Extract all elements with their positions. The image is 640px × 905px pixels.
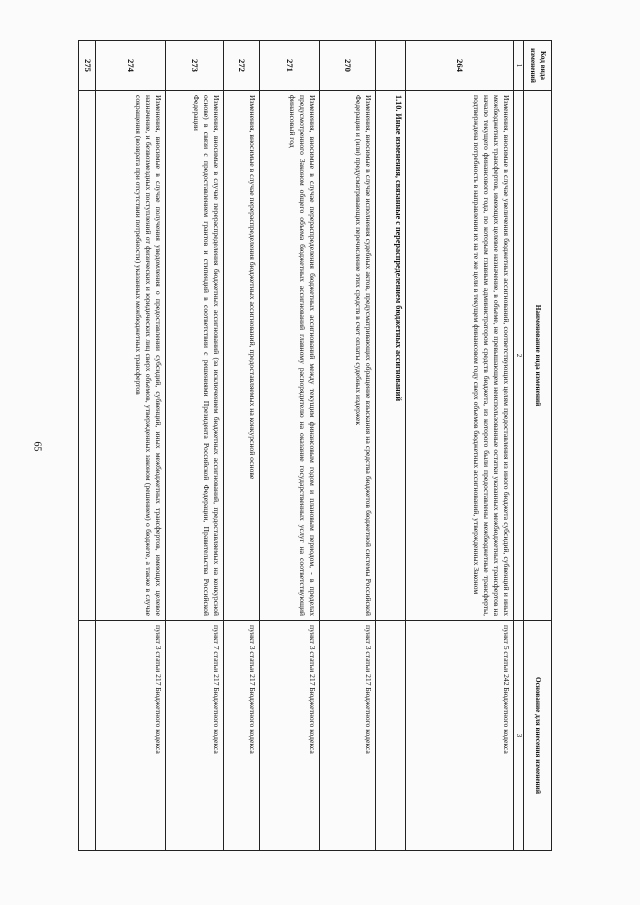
row-code: 272 xyxy=(223,41,259,91)
table-row xyxy=(165,41,223,851)
row-name: Изменения, вносимые в случае перераспределения бюджетных ассигнований, предоставляемых на конкурсной основе xyxy=(223,91,259,621)
row-basis: пункт 3 статьи 217 Бюджетного кодекса xyxy=(259,621,319,851)
row-name: Изменения, вносимые в случае увеличения бюджетных ассигнований, соответствующих целям предоставления из иного бюджета субсидий, субвенций и иных межбюджетных трансфертов, имеющих целевое назначение, в объеме, не превышающем неиспользованные остатки указанных межбюджетных трансфертов на начало текущего финансового года, по которым главным администратором средств бюджета, из которого были предоставлены межбюджетные трансферты, подтверждена потребность в направлении их на те же цели в текущем финансовом году сверх объемов бюджетных ассигнований, утвержденных Законом xyxy=(405,91,513,621)
row-basis xyxy=(375,621,405,851)
row-name: Изменения, вносимые в случае перераспределения бюджетных ассигнований (за исключением бюджетных ассигнований, предоставляемых на конкурсной основе) в связи с предоставлением грантов и стипендий в соответствии с решениями Президента Российской Федерации, Правительства Российской Федерации xyxy=(165,91,223,621)
row-basis: пункт 3 статьи 217 Бюджетного кодекса xyxy=(319,621,375,851)
column-number-row xyxy=(513,41,523,851)
table-row xyxy=(95,41,165,851)
row-basis: пункт 7 статьи 217 Бюджетного кодекса xyxy=(165,621,223,851)
row-name: Изменения, вносимые в случае исполнения судебных актов, предусматривающих обращение взыскания на средства бюджетов бюджетной системы Российской Федерации и (или) предусматривающих перечисление этих средств в счет оплаты судебных издержек xyxy=(319,91,375,621)
row-code: 275 xyxy=(79,41,95,91)
table-row xyxy=(223,41,259,851)
header-basis: Основание для внесения изменений xyxy=(524,621,552,851)
row-code: 264 xyxy=(405,41,513,91)
rotated-page-content xyxy=(84,40,552,850)
page-number: 65 xyxy=(31,441,43,452)
row-basis: пункт 5 статьи 242 Бюджетного кодекса xyxy=(405,621,513,851)
header-name: Наименование вида изменений xyxy=(524,91,552,621)
table-row xyxy=(259,41,319,851)
row-code: 274 xyxy=(95,41,165,91)
row-name: Изменения, вносимые в случае перераспределения бюджетных ассигнований между текущим финансовым годом и плановым периодом, - в пределах предусмотренного Законом общего объема бюджетных ассигнований главному распорядителю на оказание государственных услуг на соответствующий финансовый год xyxy=(259,91,319,621)
row-name: Изменения, вносимые в случае получения уведомления о предоставлении субсидий, субвенций, иных межбюджетных трансфертов, имеющих целевое назначение, и безвозмездных поступлений от физических и юридических лиц сверх объемов, утвержденных законом (решением) о бюджете, а также в случае сокращения (возврата при отсутствии потребности) указанных межбюджетных трансфертов xyxy=(95,91,165,621)
table-header-row xyxy=(524,41,552,851)
header-code: Код вида изменений xyxy=(524,41,552,91)
table-row xyxy=(319,41,375,851)
section-row xyxy=(375,41,405,851)
row-code xyxy=(375,41,405,91)
row-basis xyxy=(79,621,95,851)
column-number: 2 xyxy=(513,91,523,621)
column-number: 1 xyxy=(513,41,523,91)
table-row xyxy=(79,41,95,851)
section-heading: 1.10. Иные изменения, связанные с перераспределением бюджетных ассигнований xyxy=(375,91,405,621)
changes-table xyxy=(78,40,552,851)
row-code: 270 xyxy=(319,41,375,91)
column-number: 3 xyxy=(513,621,523,851)
row-basis: пункт 3 статьи 217 Бюджетного кодекса xyxy=(223,621,259,851)
row-code: 271 xyxy=(259,41,319,91)
row-name xyxy=(79,91,95,621)
row-code: 273 xyxy=(165,41,223,91)
table-row xyxy=(405,41,513,851)
row-basis: пункт 3 статьи 217 Бюджетного кодекса xyxy=(95,621,165,851)
